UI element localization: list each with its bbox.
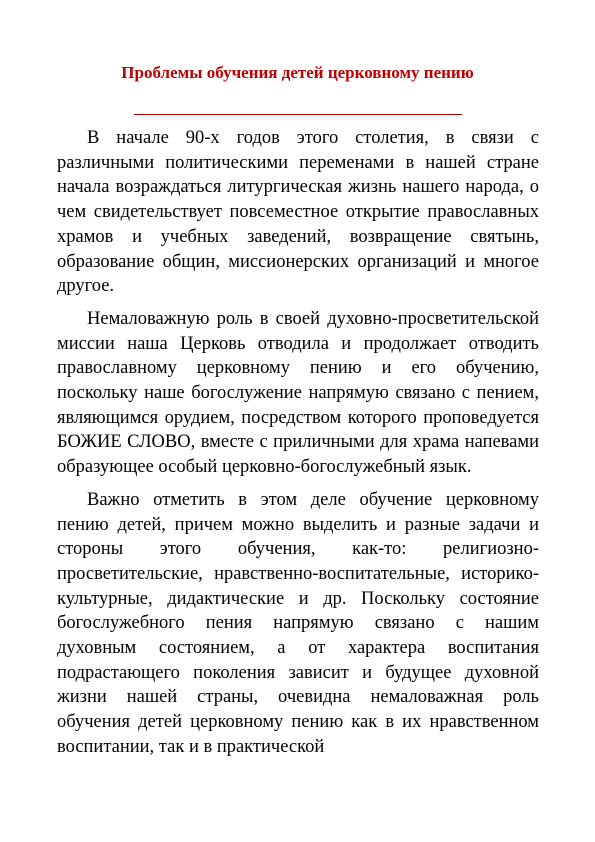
paragraph-1: В начале 90-х годов этого столетия, в связи с различными политическими переменами в нашей стране начала возраждаться литургическая жизнь нашего народа, о чем свидетельствует повсеместное открытие православных храмов и учебных заведений, возвращение святынь, образование общин, миссионерских организаций и многое другое. xyxy=(57,128,539,297)
paragraph-2: Немаловажную роль в своей духовно-просветительской миссии наша Церковь отводила и продолжает отводить православному церковному пению и его обучению, поскольку наше богослужение напрямую связано с пением, являющимся орудием, посредством которого проповедуется БОЖИЕ СЛОВО, вместе с приличными для храма напевами образующее особый церковно-богослужебный язык. xyxy=(57,308,539,478)
title-underline xyxy=(134,114,462,115)
document-title: Проблемы обучения детей церковному пению xyxy=(121,63,474,82)
document-body xyxy=(57,126,539,768)
paragraph-3: Важно отметить в этом деле обучение церковному пению детей, причем можно выделить и разные задачи и стороны этого обучения, как-то: религиозно-просветительские, нравственно-воспитательные, историко-культурные, дидактические и др. Поскольку состояние богослужебного пения напрямую связано с нашим духовным состоянием, а от характера воспитания подрастающего поколения зависит и будущее духовной жизни нашей страны, очевидна немаловажная роль обучения детей церковному пению как в их нравственном воспитании, так и в практической xyxy=(57,489,539,757)
